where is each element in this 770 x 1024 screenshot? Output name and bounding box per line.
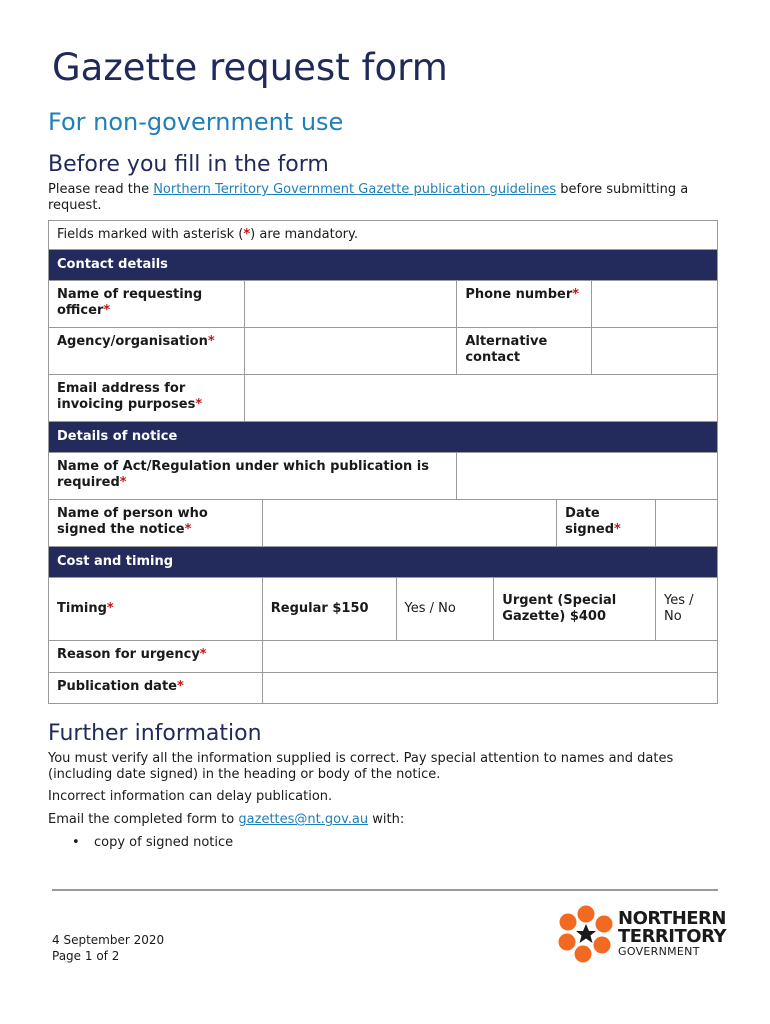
further-paragraph-2: Incorrect information can delay publication. [48, 789, 333, 804]
required-asterisk: * [106, 601, 114, 616]
required-asterisk: * [614, 522, 621, 537]
invoice-email-label-text: Email address for invoicing purposes [57, 381, 196, 412]
flower-icon [556, 904, 616, 964]
act-regulation-label-text: Name of Act/Regulation under which publication is required [57, 459, 429, 490]
invoice-email-field[interactable] [244, 375, 717, 422]
date-signed-label-text: Date signed [565, 506, 615, 537]
urgency-reason-label [49, 641, 263, 673]
signer-name-label-text: Name of person who signed the notice [57, 506, 208, 537]
before-text-post: before submitting a request. [48, 182, 689, 213]
required-asterisk: * [119, 475, 127, 490]
list-item-text: copy of signed notice [94, 835, 234, 850]
date-signed-label [557, 500, 656, 547]
further-paragraph-3 [48, 812, 718, 828]
list-item [72, 835, 233, 850]
guidelines-link[interactable]: Northern Territory Government Gazette publication guidelines [153, 182, 557, 197]
before-heading: Before you fill in the form [48, 152, 329, 177]
urgency-reason-field[interactable] [262, 641, 717, 673]
mandatory-note-post: ) are mandatory. [250, 227, 358, 242]
regular-yes-no[interactable]: Yes / No [396, 578, 494, 641]
publication-date-label [49, 673, 263, 704]
invoice-email-label [49, 375, 245, 422]
contact-details-header: Contact details [49, 250, 718, 281]
act-regulation-field[interactable] [457, 453, 718, 500]
required-asterisk: * [572, 287, 580, 302]
signer-name-label [49, 500, 263, 547]
requesting-officer-label-text: Name of requesting officer [57, 287, 203, 318]
timing-label-text: Timing [57, 601, 107, 616]
publication-date-field[interactable] [262, 673, 717, 704]
agency-label-text: Agency/organisation [57, 334, 208, 349]
regular-price-label: Regular $150 [262, 578, 396, 641]
further-heading: Further information [48, 721, 262, 746]
requesting-officer-field[interactable] [244, 281, 456, 328]
footer-page-number: Page 1 of 2 [52, 949, 120, 963]
agency-label [49, 328, 245, 375]
footer [52, 932, 164, 964]
signer-name-field[interactable] [262, 500, 556, 547]
gazettes-email-link[interactable]: gazettes@nt.gov.au [238, 812, 369, 827]
urgent-price-label: Urgent (Special Gazette) $400 [494, 578, 656, 641]
agency-field[interactable] [244, 328, 456, 375]
publication-date-label-text: Publication date [57, 679, 177, 694]
mandatory-note-star: * [243, 227, 251, 242]
logo-text-government: GOVERNMENT [618, 945, 700, 958]
page-title: Gazette request form [52, 46, 448, 89]
mandatory-note [49, 221, 718, 250]
further-p3-post: with: [368, 812, 405, 827]
requesting-officer-label [49, 281, 245, 328]
act-regulation-label [49, 453, 457, 500]
page-subtitle: For non-government use [48, 108, 344, 136]
request-form-table [48, 220, 718, 704]
required-asterisk: * [184, 522, 192, 537]
alternative-contact-label: Alternative contact [457, 328, 592, 375]
further-p3-pre: Email the completed form to [48, 812, 239, 827]
timing-label [49, 578, 263, 641]
required-asterisk: * [176, 679, 184, 694]
phone-number-label-text: Phone number [465, 287, 573, 302]
phone-number-field[interactable] [592, 281, 718, 328]
required-asterisk: * [207, 334, 215, 349]
bullet-icon: • [72, 835, 80, 850]
logo-text-territory: TERRITORY [618, 926, 726, 947]
footer-date: 4 September 2020 [52, 933, 165, 947]
before-text-pre: Please read the [48, 182, 154, 197]
mandatory-note-pre: Fields marked with asterisk ( [57, 227, 244, 242]
required-asterisk: * [199, 647, 207, 662]
alternative-contact-field[interactable] [592, 328, 718, 375]
cost-and-timing-header: Cost and timing [49, 547, 718, 578]
date-signed-field[interactable] [656, 500, 718, 547]
urgent-yes-no[interactable]: Yes / No [656, 578, 718, 641]
logo-text-northern: NORTHERN [618, 908, 726, 929]
details-of-notice-header: Details of notice [49, 422, 718, 453]
footer-divider [52, 889, 718, 891]
before-text [48, 182, 718, 214]
required-asterisk: * [195, 397, 203, 412]
further-paragraph-1: You must verify all the information supplied is correct. Pay special attention to names and dates (including date signed) in the heading or body of the notice. [48, 751, 674, 782]
nt-government-logo [556, 904, 726, 964]
urgency-reason-label-text: Reason for urgency [57, 647, 200, 662]
required-asterisk: * [103, 303, 111, 318]
phone-number-label [457, 281, 592, 328]
